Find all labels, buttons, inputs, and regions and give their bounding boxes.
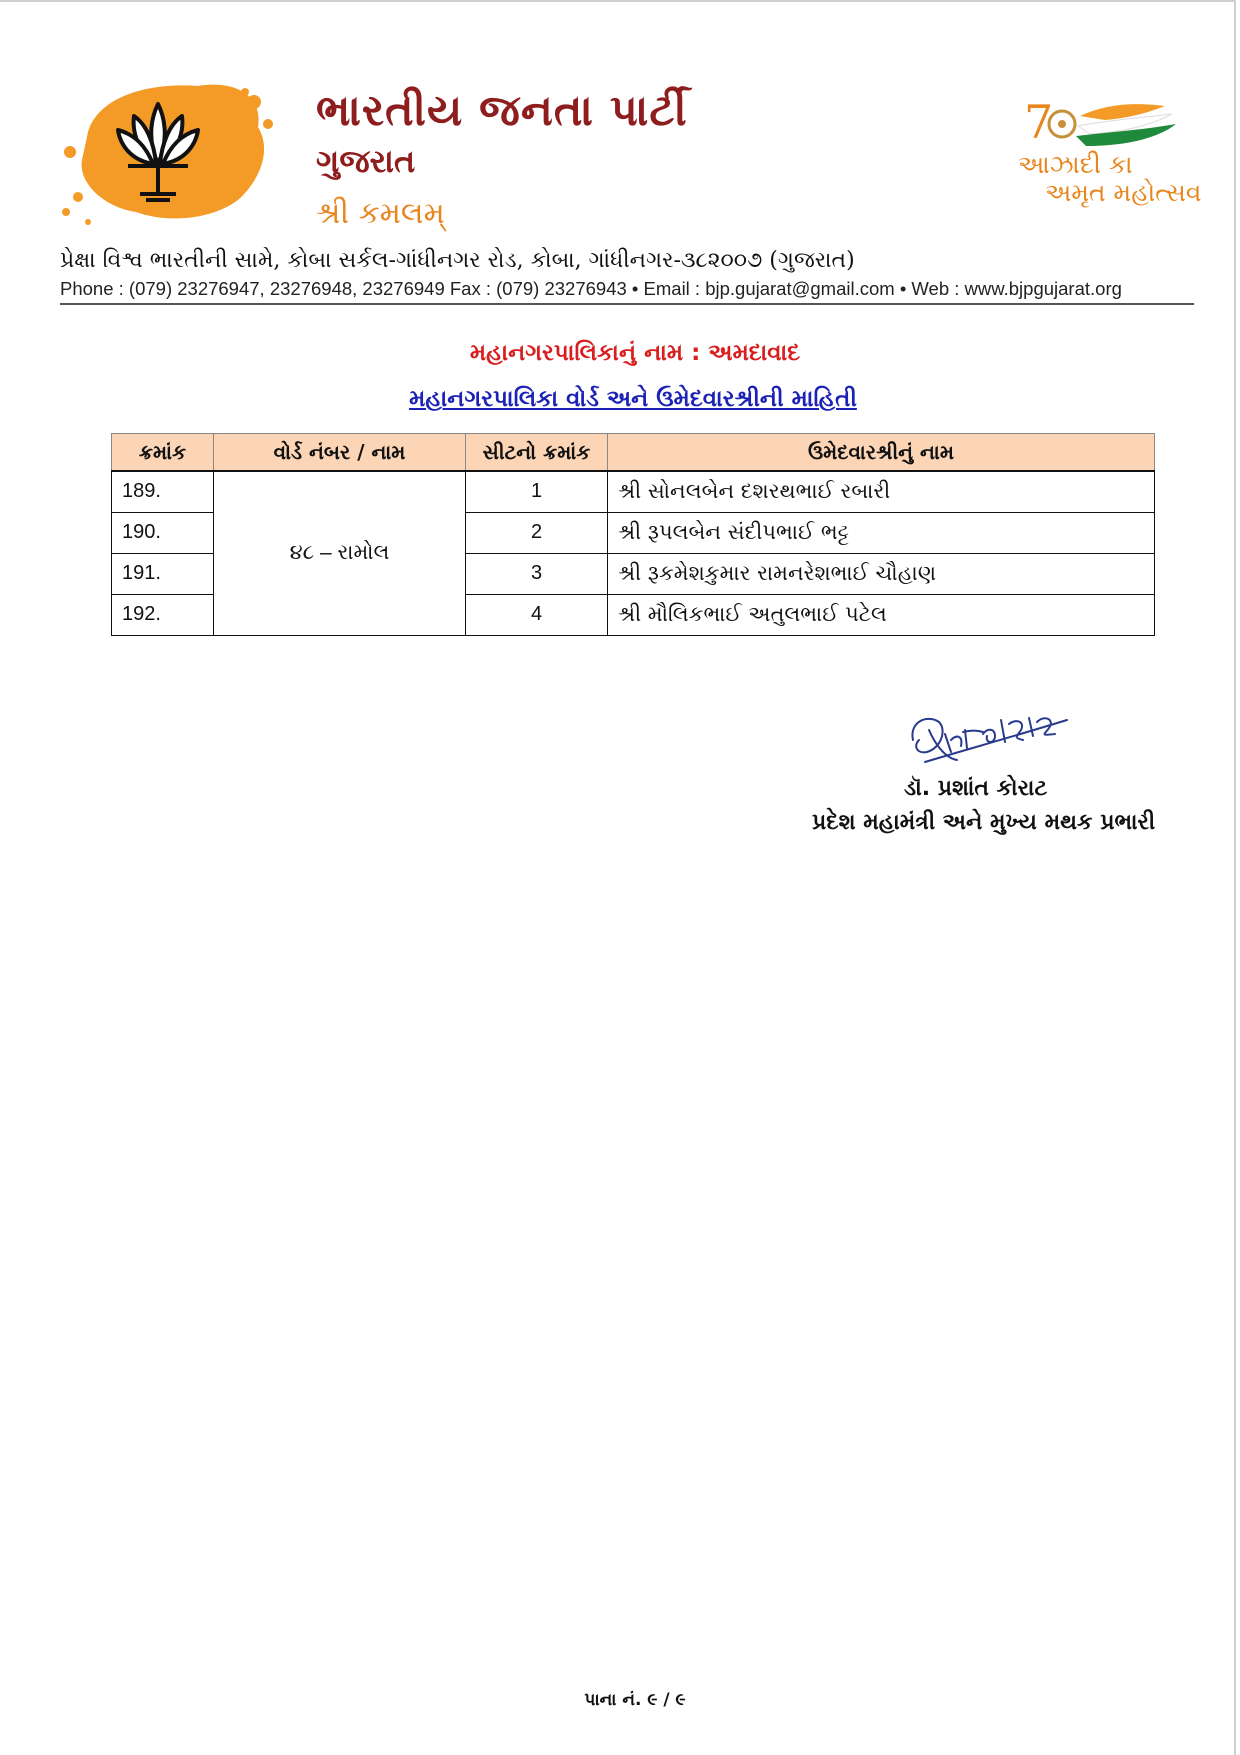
- ward-cell: ૪૮ – રામોલ: [214, 471, 466, 635]
- amrit-text-line2: અમૃત મહોત્સવ: [1045, 178, 1202, 207]
- header-divider: [60, 303, 1194, 305]
- info-title-text: મહાનગરપાલિકા વોર્ડ અને ઉમેદવારશ્રીની માહિતી: [409, 386, 857, 412]
- candidate-name-cell: શ્રી સોનલબેન દશરથભાઈ રબારી: [608, 471, 1155, 512]
- contact-line: Phone : (079) 23276947, 23276948, 23276949 Fax : (079) 23276943 • Email : bjp.gujarat@gmail.com • Web : www.bjpgujarat.org: [60, 278, 1122, 299]
- svg-text:7: 7: [1024, 96, 1054, 149]
- candidate-table: [111, 433, 1155, 636]
- party-office: શ્રી કમલમ્: [316, 196, 445, 231]
- candidate-name-cell: શ્રી રૂકમેશકુમાર રામનરેશભાઈ ચૌહાણ: [608, 553, 1155, 594]
- page-number: પાના નં. ૯ / ૯: [584, 1690, 686, 1710]
- table-row: [112, 471, 1155, 512]
- office-address: પ્રેક્ષા વિશ્વ ભારતીની સામે, કોબા સર્કલ-ગાંધીનગર રોડ, કોબા, ગાંધીનગર-૩૮૨૦૦૭ (ગુજરાત): [60, 248, 855, 273]
- header-candidate: ઉમેદવારશ્રીનું નામ: [608, 434, 1155, 472]
- amrit-text-line1: આઝાદી કા: [1018, 150, 1133, 179]
- lotus-icon: [58, 72, 283, 232]
- header-serial: ક્રમાંક: [112, 434, 214, 472]
- seat-cell: 4: [466, 594, 608, 635]
- corporation-title: મહાનગરપાલિકાનું નામ : અમદાવાદ: [469, 340, 801, 366]
- seat-cell: 1: [466, 471, 608, 512]
- serial-cell: 190.: [112, 512, 214, 553]
- candidate-name-cell: શ્રી મૌલિકભાઈ અતુલભાઈ પટેલ: [608, 594, 1155, 635]
- seat-cell: 2: [466, 512, 608, 553]
- table-header-row: [112, 434, 1155, 472]
- info-title: [0, 386, 1240, 412]
- party-state: ગુજરાત: [316, 142, 416, 180]
- serial-cell: 192.: [112, 594, 214, 635]
- signatory-name: ડૉ. પ્રશાંત કોરાટ: [904, 776, 1048, 801]
- header-seat: સીટનો ક્રમાંક: [466, 434, 608, 472]
- party-name: ભારતીય જનતા પાર્ટી: [316, 86, 688, 136]
- serial-cell: 189.: [112, 471, 214, 512]
- serial-cell: 191.: [112, 553, 214, 594]
- signature-image: [905, 700, 1075, 780]
- seat-cell: 3: [466, 553, 608, 594]
- signatory-designation: પ્રદેશ મહામંત્રી અને મુખ્ય મથક પ્રભારી: [812, 810, 1156, 835]
- header-ward: વોર્ડ નંબર / નામ: [214, 434, 466, 472]
- candidate-name-cell: શ્રી રૂપલબેન સંદીપભાઈ ભટ્ટ: [608, 512, 1155, 553]
